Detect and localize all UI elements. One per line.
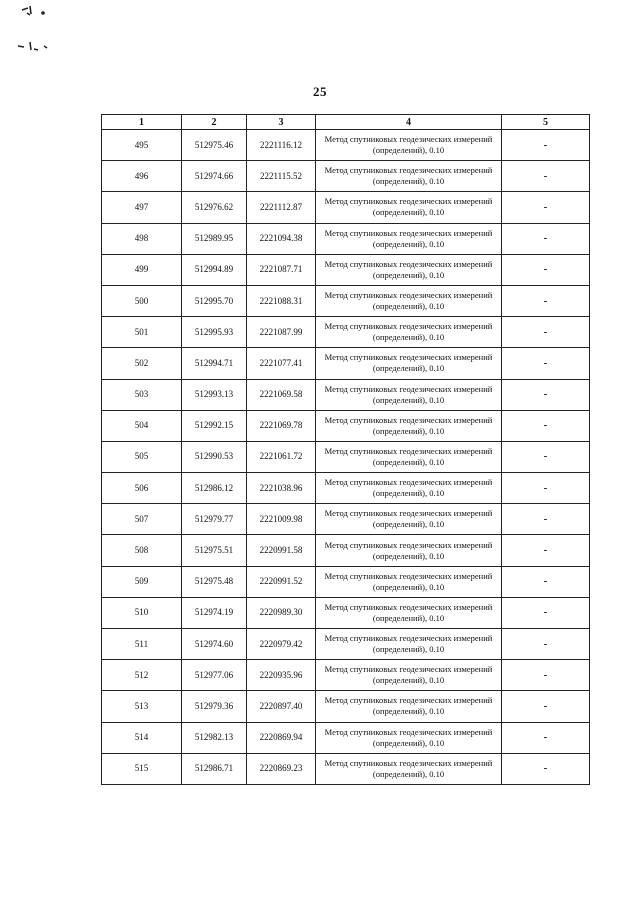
x-coordinate-cell: 512979.77 (182, 504, 247, 535)
y-coordinate-cell: 2221112.87 (247, 192, 316, 223)
point-number-cell: 497 (102, 192, 182, 223)
point-number-cell: 499 (102, 254, 182, 285)
x-coordinate-cell: 512974.66 (182, 161, 247, 192)
point-number-cell: 504 (102, 410, 182, 441)
note-cell: - (502, 317, 590, 348)
note-cell: - (502, 691, 590, 722)
y-coordinate-cell: 2220869.94 (247, 722, 316, 753)
point-number-cell: 510 (102, 597, 182, 628)
point-number-cell: 512 (102, 660, 182, 691)
column-header: 3 (247, 115, 316, 130)
table-row (102, 192, 590, 223)
table-row (102, 441, 590, 472)
point-number-cell: 508 (102, 535, 182, 566)
point-number-cell: 509 (102, 566, 182, 597)
table-row (102, 317, 590, 348)
table-header-row (102, 115, 590, 130)
note-cell: - (502, 130, 590, 161)
table-row (102, 597, 590, 628)
x-coordinate-cell: 512994.71 (182, 348, 247, 379)
method-cell: Метод спутниковых геодезических измерений (определений), 0.10 (316, 254, 502, 285)
point-number-cell: 503 (102, 379, 182, 410)
method-cell: Метод спутниковых геодезических измерений (определений), 0.10 (316, 660, 502, 691)
y-coordinate-cell: 2220897.40 (247, 691, 316, 722)
y-coordinate-cell: 2221087.71 (247, 254, 316, 285)
column-header: 1 (102, 115, 182, 130)
method-cell: Метод спутниковых геодезических измерений (определений), 0.10 (316, 161, 502, 192)
y-coordinate-cell: 2221116.12 (247, 130, 316, 161)
y-coordinate-cell: 2221077.41 (247, 348, 316, 379)
y-coordinate-cell: 2220991.58 (247, 535, 316, 566)
note-cell: - (502, 535, 590, 566)
note-cell: - (502, 161, 590, 192)
table-row (102, 722, 590, 753)
table-row (102, 660, 590, 691)
y-coordinate-cell: 2220991.52 (247, 566, 316, 597)
method-cell: Метод спутниковых геодезических измерений (определений), 0.10 (316, 317, 502, 348)
point-number-cell: 501 (102, 317, 182, 348)
point-number-cell: 505 (102, 441, 182, 472)
table-row (102, 285, 590, 316)
y-coordinate-cell: 2221009.98 (247, 504, 316, 535)
method-cell: Метод спутниковых геодезических измерений (определений), 0.10 (316, 223, 502, 254)
y-coordinate-cell: 2221094.38 (247, 223, 316, 254)
x-coordinate-cell: 512974.60 (182, 629, 247, 660)
method-cell: Метод спутниковых геодезических измерений (определений), 0.10 (316, 504, 502, 535)
method-cell: Метод спутниковых геодезических измерений (определений), 0.10 (316, 441, 502, 472)
x-coordinate-cell: 512975.51 (182, 535, 247, 566)
point-number-cell: 498 (102, 223, 182, 254)
method-cell: Метод спутниковых геодезических измерений (определений), 0.10 (316, 753, 502, 784)
note-cell: - (502, 254, 590, 285)
table-row (102, 691, 590, 722)
y-coordinate-cell: 2221061.72 (247, 441, 316, 472)
table-row (102, 629, 590, 660)
method-cell: Метод спутниковых геодезических измерений (определений), 0.10 (316, 473, 502, 504)
point-number-cell: 515 (102, 753, 182, 784)
note-cell: - (502, 285, 590, 316)
x-coordinate-cell: 512995.70 (182, 285, 247, 316)
y-coordinate-cell: 2221115.52 (247, 161, 316, 192)
x-coordinate-cell: 512975.48 (182, 566, 247, 597)
x-coordinate-cell: 512982.13 (182, 722, 247, 753)
table-row (102, 566, 590, 597)
method-cell: Метод спутниковых геодезических измерений (определений), 0.10 (316, 192, 502, 223)
note-cell: - (502, 441, 590, 472)
table-row (102, 504, 590, 535)
point-number-cell: 507 (102, 504, 182, 535)
point-number-cell: 511 (102, 629, 182, 660)
x-coordinate-cell: 512974.19 (182, 597, 247, 628)
x-coordinate-cell: 512993.13 (182, 379, 247, 410)
coordinates-table (101, 114, 590, 785)
method-cell: Метод спутниковых геодезических измерений (определений), 0.10 (316, 597, 502, 628)
note-cell: - (502, 597, 590, 628)
table-row (102, 254, 590, 285)
method-cell: Метод спутниковых геодезических измерений (определений), 0.10 (316, 535, 502, 566)
page-number: 25 (313, 84, 327, 99)
table-row (102, 348, 590, 379)
table-row (102, 535, 590, 566)
y-coordinate-cell: 2221087.99 (247, 317, 316, 348)
table-row (102, 753, 590, 784)
note-cell: - (502, 192, 590, 223)
x-coordinate-cell: 512990.53 (182, 441, 247, 472)
note-cell: - (502, 722, 590, 753)
table-row (102, 223, 590, 254)
point-number-cell: 502 (102, 348, 182, 379)
method-cell: Метод спутниковых геодезических измерений (определений), 0.10 (316, 379, 502, 410)
note-cell: - (502, 223, 590, 254)
x-coordinate-cell: 512994.89 (182, 254, 247, 285)
x-coordinate-cell: 512989.95 (182, 223, 247, 254)
method-cell: Метод спутниковых геодезических измерений (определений), 0.10 (316, 285, 502, 316)
note-cell: - (502, 473, 590, 504)
note-cell: - (502, 410, 590, 441)
table-row (102, 379, 590, 410)
note-cell: - (502, 629, 590, 660)
point-number-cell: 495 (102, 130, 182, 161)
x-coordinate-cell: 512977.06 (182, 660, 247, 691)
method-cell: Метод спутниковых геодезических измерений (определений), 0.10 (316, 348, 502, 379)
note-cell: - (502, 660, 590, 691)
y-coordinate-cell: 2220869.23 (247, 753, 316, 784)
y-coordinate-cell: 2221069.58 (247, 379, 316, 410)
note-cell: - (502, 379, 590, 410)
method-cell: Метод спутниковых геодезических измерений (определений), 0.10 (316, 691, 502, 722)
y-coordinate-cell: 2220989.30 (247, 597, 316, 628)
y-coordinate-cell: 2221038.96 (247, 473, 316, 504)
y-coordinate-cell: 2220935.96 (247, 660, 316, 691)
x-coordinate-cell: 512976.62 (182, 192, 247, 223)
scan-artifact-marks (0, 0, 80, 70)
note-cell: - (502, 504, 590, 535)
point-number-cell: 514 (102, 722, 182, 753)
note-cell: - (502, 753, 590, 784)
x-coordinate-cell: 512986.12 (182, 473, 247, 504)
y-coordinate-cell: 2221069.78 (247, 410, 316, 441)
table-body (102, 130, 590, 785)
column-header: 5 (502, 115, 590, 130)
point-number-cell: 496 (102, 161, 182, 192)
table-row (102, 410, 590, 441)
note-cell: - (502, 348, 590, 379)
table-row (102, 130, 590, 161)
method-cell: Метод спутниковых геодезических измерений (определений), 0.10 (316, 722, 502, 753)
note-cell: - (502, 566, 590, 597)
x-coordinate-cell: 512979.36 (182, 691, 247, 722)
table-row (102, 473, 590, 504)
method-cell: Метод спутниковых геодезических измерений (определений), 0.10 (316, 566, 502, 597)
x-coordinate-cell: 512995.93 (182, 317, 247, 348)
y-coordinate-cell: 2220979.42 (247, 629, 316, 660)
x-coordinate-cell: 512975.46 (182, 130, 247, 161)
column-header: 2 (182, 115, 247, 130)
method-cell: Метод спутниковых геодезических измерений (определений), 0.10 (316, 130, 502, 161)
method-cell: Метод спутниковых геодезических измерений (определений), 0.10 (316, 629, 502, 660)
table-row (102, 161, 590, 192)
y-coordinate-cell: 2221088.31 (247, 285, 316, 316)
point-number-cell: 513 (102, 691, 182, 722)
x-coordinate-cell: 512992.15 (182, 410, 247, 441)
x-coordinate-cell: 512986.71 (182, 753, 247, 784)
point-number-cell: 506 (102, 473, 182, 504)
method-cell: Метод спутниковых геодезических измерений (определений), 0.10 (316, 410, 502, 441)
column-header: 4 (316, 115, 502, 130)
point-number-cell: 500 (102, 285, 182, 316)
